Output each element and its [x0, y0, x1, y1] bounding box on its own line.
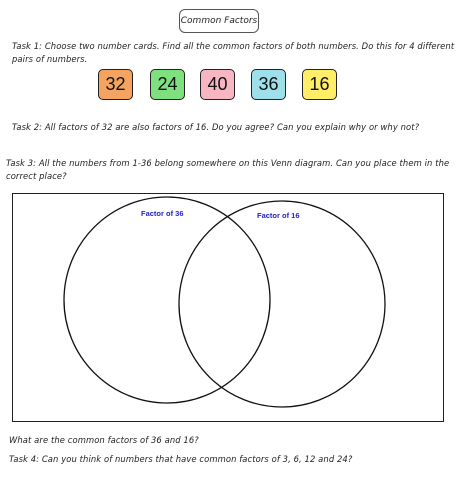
label-factor-of-16: Factor of 16 — [257, 211, 300, 220]
number-card-36[interactable]: 36 — [251, 69, 286, 100]
page-title: Common Factors — [179, 9, 259, 33]
task-1-line-1: Task 1: Choose two number cards. Find all the common factors of both numbers. Do this for 4 different — [12, 41, 455, 51]
venn-diagram — [13, 194, 445, 423]
task-2-text: Task 2: All factors of 32 are also factors of 16. Do you agree? Can you explain why or why not? — [12, 122, 420, 132]
task-3-text — [6, 157, 449, 182]
common-factors-question: What are the common factors of 36 and 16? — [9, 435, 199, 445]
task-4-text: Task 4: Can you think of numbers that have common factors of 3, 6, 12 and 24? — [9, 454, 353, 464]
number-card-16[interactable]: 16 — [302, 69, 337, 100]
circle-factors-of-36[interactable] — [64, 197, 270, 403]
circle-factors-of-16[interactable] — [179, 201, 385, 407]
task-3-line-2: correct place? — [6, 170, 67, 181]
label-factor-of-36: Factor of 36 — [141, 209, 184, 218]
number-card-32[interactable]: 32 — [98, 69, 133, 100]
number-card-40[interactable]: 40 — [200, 69, 235, 100]
task-3-line-1: Task 3: All the numbers from 1-36 belong somewhere on this Venn diagram. Can you place them in the — [6, 158, 450, 168]
task-1-line-2: pairs of numbers. — [12, 53, 88, 64]
number-card-24[interactable]: 24 — [150, 69, 185, 100]
venn-diagram-frame — [12, 193, 444, 422]
task-1-text — [12, 40, 454, 65]
